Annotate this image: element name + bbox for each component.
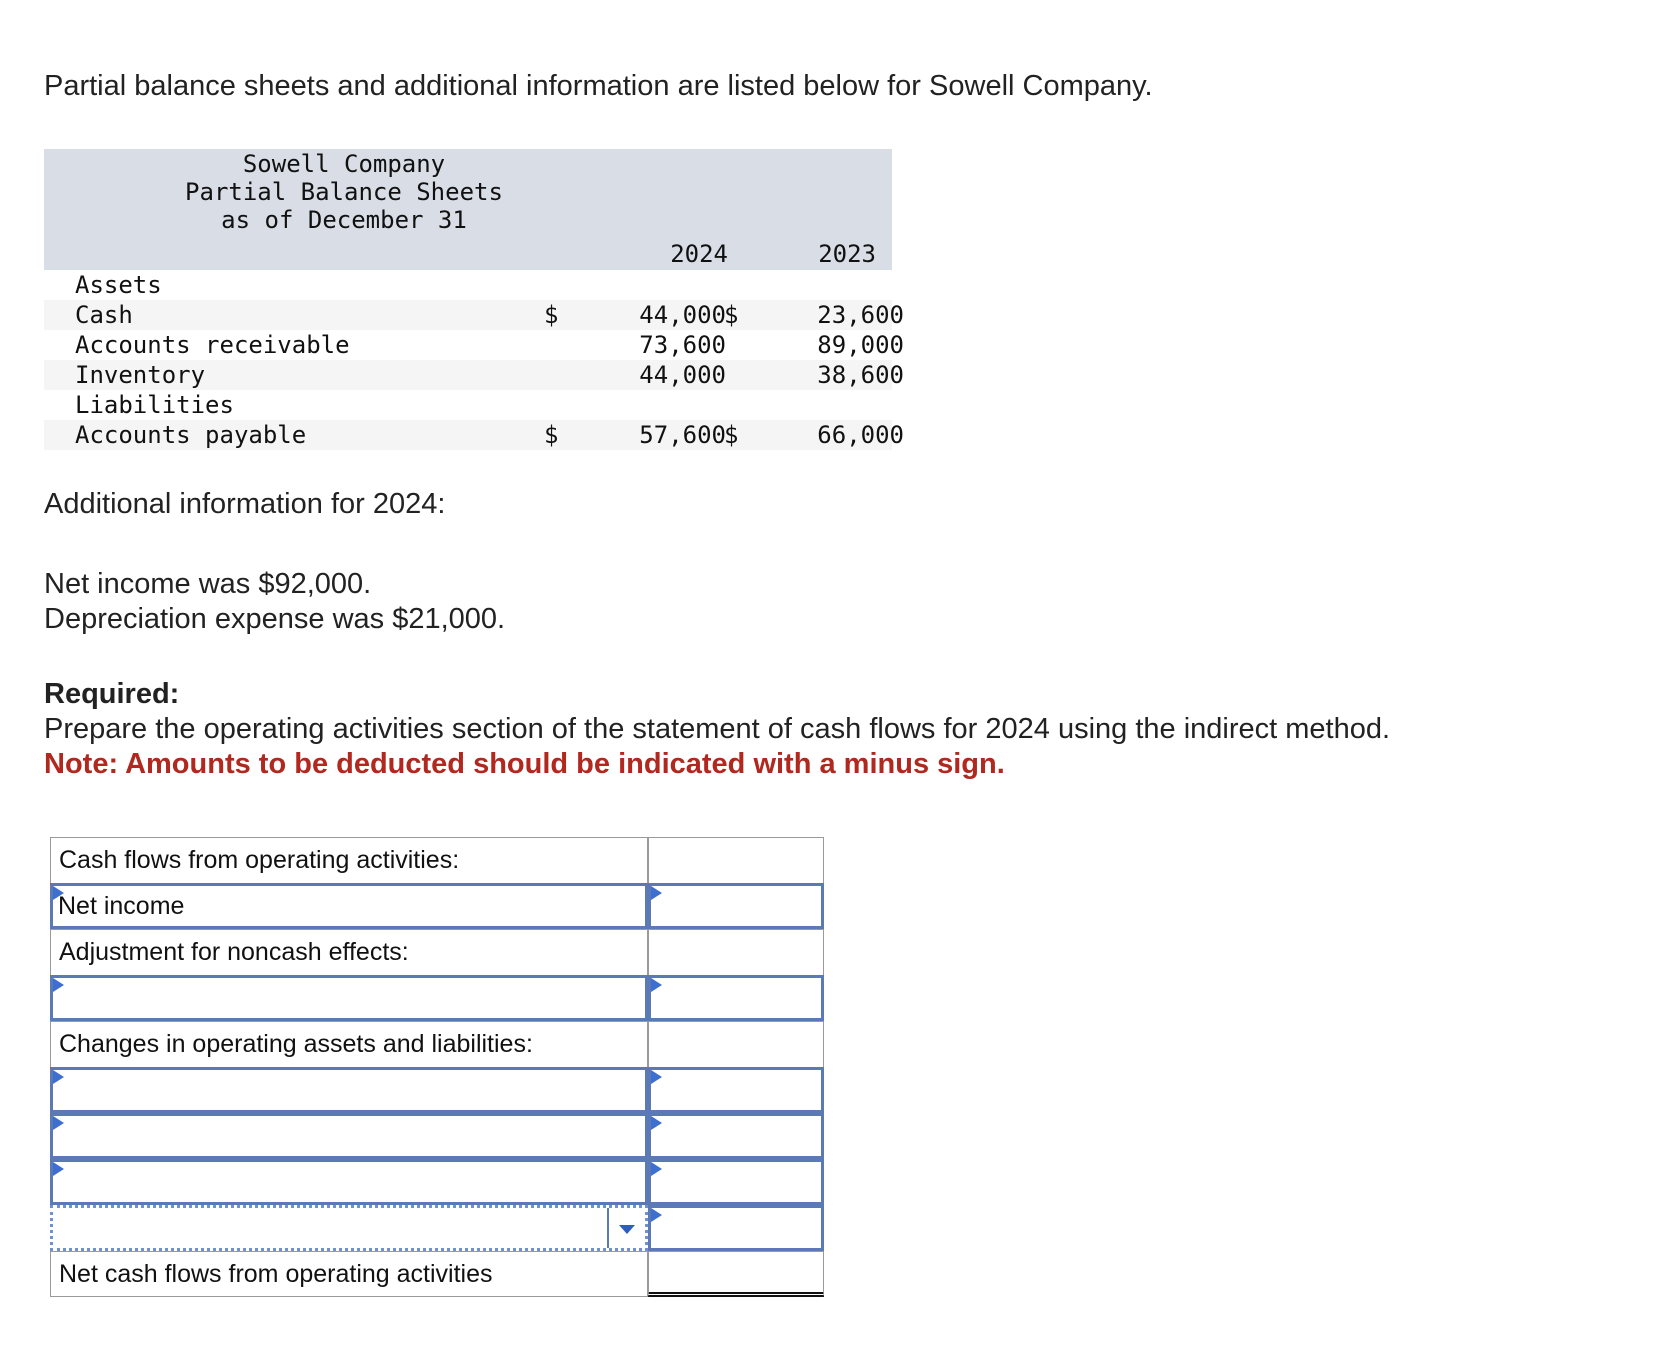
change-input-row <box>50 1067 824 1113</box>
intro-text: Partial balance sheets and additional information are listed below for Sowell Company. <box>44 70 1153 102</box>
net-income-label-input[interactable] <box>50 883 648 929</box>
row-label: Cash <box>75 301 133 329</box>
sheet-title: Partial Balance Sheets <box>185 178 503 206</box>
input-marker-icon <box>53 1070 64 1084</box>
assets-label: Assets <box>75 271 162 299</box>
input-marker-icon <box>53 978 64 992</box>
value-2024: 44,000 <box>639 301 726 329</box>
sheet-date: as of December 31 <box>221 206 467 234</box>
net-income-amount-input[interactable] <box>648 883 824 929</box>
year-2024-header: 2024 <box>670 240 728 268</box>
value-2024: 73,600 <box>639 331 726 359</box>
currency-2023: $ <box>724 421 739 449</box>
note-text: Note: Amounts to be deducted should be indicated with a minus sign. <box>44 748 1005 780</box>
liabilities-heading-row <box>44 390 892 420</box>
value-2023: 38,600 <box>817 361 904 389</box>
year-2023-header: 2023 <box>818 240 876 268</box>
balance-sheet-header <box>44 149 892 270</box>
value-2024: 57,600 <box>639 421 726 449</box>
adjustment-heading: Adjustment for noncash effects: <box>50 929 648 975</box>
input-marker-icon <box>651 1208 662 1222</box>
table-row <box>44 360 904 390</box>
input-marker-icon <box>651 1116 662 1130</box>
depreciation-info: Depreciation expense was $21,000. <box>44 603 506 635</box>
additional-info-heading: Additional information for 2024: <box>44 488 446 520</box>
liabilities-label: Liabilities <box>75 391 234 419</box>
change-label-input[interactable] <box>50 1159 648 1205</box>
input-marker-icon <box>651 886 662 900</box>
net-cash-amount <box>648 1251 824 1297</box>
input-marker-icon <box>651 978 662 992</box>
operating-activities-heading: Cash flows from operating activities: <box>50 837 648 883</box>
required-text: Prepare the operating activities section of the statement of cash flows for 2024 using the indirect method. <box>44 713 1391 745</box>
input-marker-icon <box>53 886 64 900</box>
change-amount-input[interactable] <box>648 1159 824 1205</box>
currency-2024: $ <box>544 301 559 329</box>
empty-cell <box>648 837 824 883</box>
dropdown-amount-input[interactable] <box>648 1205 824 1251</box>
assets-heading-row <box>44 270 892 300</box>
dropdown-input-row <box>50 1205 824 1251</box>
adjustment-input-row <box>50 975 824 1021</box>
change-label-input[interactable] <box>50 1113 648 1159</box>
change-amount-input[interactable] <box>648 1067 824 1113</box>
row-label: Accounts payable <box>75 421 307 449</box>
currency-2024: $ <box>544 421 559 449</box>
row-label: Accounts receivable <box>75 331 350 359</box>
input-marker-icon <box>651 1070 662 1084</box>
value-2024: 44,000 <box>639 361 726 389</box>
empty-cell <box>648 929 824 975</box>
required-label: Required: <box>44 678 180 710</box>
change-input-row <box>50 1113 824 1159</box>
chevron-down-icon[interactable] <box>607 1208 645 1248</box>
change-input-row <box>50 1159 824 1205</box>
table-row <box>44 330 904 360</box>
change-amount-input[interactable] <box>648 1113 824 1159</box>
value-2023: 66,000 <box>817 421 904 449</box>
account-dropdown[interactable] <box>50 1205 648 1251</box>
net-income-row <box>50 883 824 929</box>
row-label: Inventory <box>75 361 206 389</box>
changes-heading-row <box>50 1021 824 1067</box>
adjustment-heading-row <box>50 929 824 975</box>
input-marker-icon <box>651 1162 662 1176</box>
table-row <box>44 420 904 450</box>
currency-2023: $ <box>724 301 739 329</box>
balance-sheet-table <box>44 149 904 450</box>
input-marker-icon <box>53 1162 64 1176</box>
net-cash-row <box>50 1251 824 1297</box>
net-income-info: Net income was $92,000. <box>44 568 372 600</box>
value-2023: 23,600 <box>817 301 904 329</box>
table-row <box>44 300 904 330</box>
company-name: Sowell Company <box>242 150 446 178</box>
changes-heading: Changes in operating assets and liabilities: <box>50 1021 648 1067</box>
worksheet-header-row <box>50 837 824 883</box>
input-marker-icon <box>53 1116 64 1130</box>
empty-cell <box>648 1021 824 1067</box>
net-income-label: Net income <box>58 892 185 920</box>
change-label-input[interactable] <box>50 1067 648 1113</box>
net-cash-label: Net cash flows from operating activities <box>50 1251 648 1297</box>
cash-flow-worksheet <box>50 837 824 1297</box>
value-2023: 89,000 <box>817 331 904 359</box>
adjustment-amount-input[interactable] <box>648 975 824 1021</box>
adjustment-label-input[interactable] <box>50 975 648 1021</box>
